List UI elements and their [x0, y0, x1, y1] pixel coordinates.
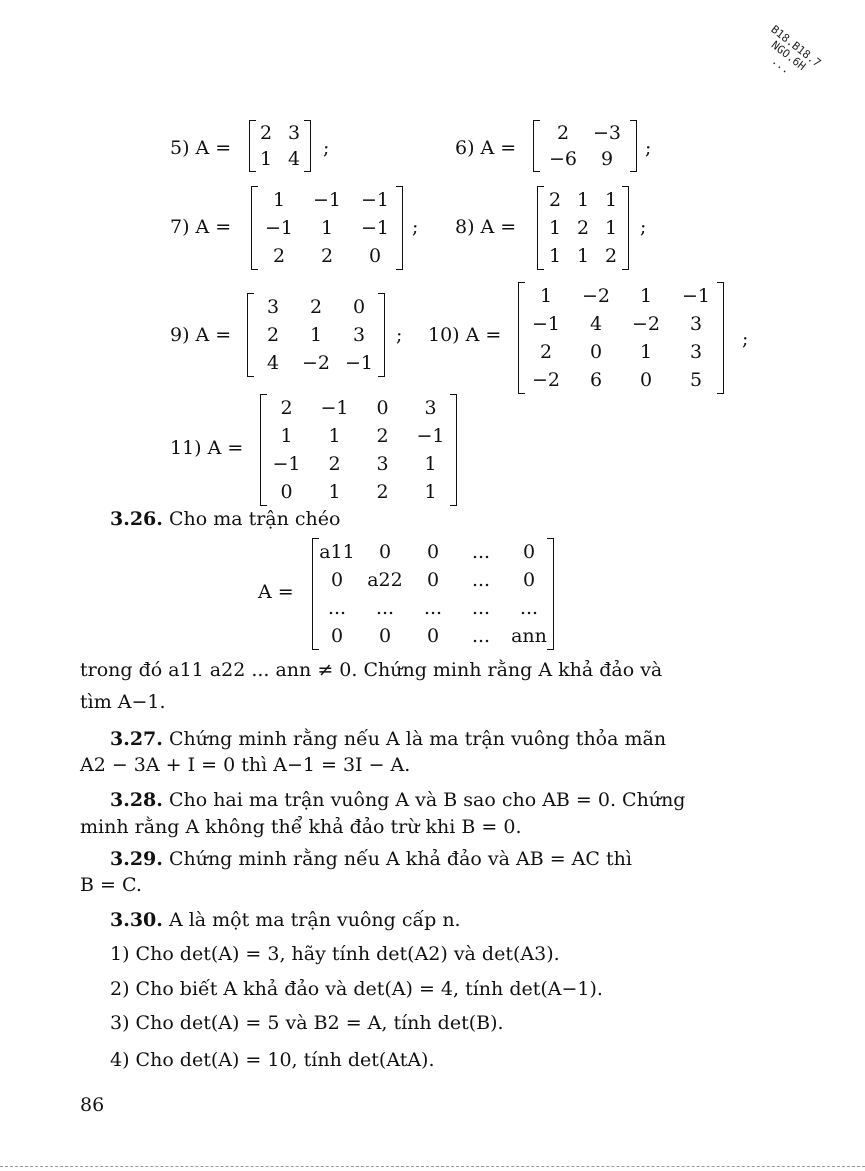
matrix-cell: 3 [287, 122, 301, 144]
matrix-cell: −1 [360, 217, 389, 239]
problem-3-26-line1: trong đó a11 a22 ... ann ≠ 0. Chứng minh rằng A khả đảo và [80, 659, 663, 681]
problem-3-28-line1: 3.28. Cho hai ma trận vuông A và B sao cho AB = 0. Chứng [110, 789, 686, 811]
matrix-cell: 4 [287, 148, 301, 170]
matrix-cell: 0 [330, 625, 344, 647]
matrix-cell: 2 [576, 217, 590, 239]
matrix-cell: ... [471, 625, 491, 647]
matrix-cell: 0 [378, 541, 392, 563]
matrix-cell: 1 [424, 481, 437, 503]
matrix-cell: 6 [589, 369, 603, 391]
matrix-cell: −3 [592, 122, 621, 144]
matrix-cell: −6 [548, 148, 577, 170]
matrix-cell: 1 [320, 217, 334, 239]
label-10: 10) A = [428, 324, 502, 346]
label-9: 9) A = [170, 324, 232, 346]
matrix-cell: 0 [330, 569, 344, 591]
matrix-cell: 2 [280, 397, 293, 419]
library-stamp: B18.B18.7 NGO.6H ... [768, 22, 824, 77]
matrix-cell: 3 [424, 397, 437, 419]
matrix-cell: −1 [531, 313, 560, 335]
matrix-cell: ... [519, 597, 539, 619]
matrix-cell: 3 [266, 296, 280, 318]
matrix-cell: 0 [378, 625, 392, 647]
matrix-cell: 2 [259, 122, 273, 144]
problem-3-26-line2: tìm A−1. [80, 691, 166, 713]
matrix-cell: 2 [539, 341, 553, 363]
sep-7: ; [412, 216, 419, 238]
bracket-left [533, 120, 540, 172]
sep-8: ; [640, 216, 647, 238]
matrix-cell: 4 [266, 352, 280, 374]
matrix-cell: 1 [280, 425, 293, 447]
matrix-cell: −1 [312, 189, 341, 211]
matrix-cell: ann [511, 625, 547, 647]
matrix-cell: 1 [424, 453, 437, 475]
label-8: 8) A = [455, 216, 517, 238]
bracket-left [251, 186, 258, 270]
problem-3-29-line2: B = C. [80, 874, 142, 896]
matrix-cell: 1 [639, 285, 653, 307]
matrix-cell: 5 [689, 369, 703, 391]
matrix-cell: 0 [426, 569, 440, 591]
bracket-left [518, 282, 525, 394]
matrix-cell: −1 [320, 397, 349, 419]
matrix-cell: 1 [576, 245, 590, 267]
matrix-cell: 3 [689, 313, 703, 335]
matrix-7 [251, 186, 403, 270]
problem-3-27-line2: A2 − 3A + I = 0 thì A−1 = 3I − A. [80, 754, 411, 776]
matrix-cell: ... [471, 569, 491, 591]
matrix-cell: 3 [376, 453, 389, 475]
matrix-5 [249, 120, 311, 172]
matrix-cell: 1 [539, 285, 553, 307]
label-11: 11) A = [170, 437, 244, 459]
matrix-cell: 2 [376, 425, 389, 447]
label-5: 5) A = [170, 137, 232, 159]
matrix-cell: 2 [266, 324, 280, 346]
matrix-cell: 3 [689, 341, 703, 363]
label-7: 7) A = [170, 216, 232, 238]
problem-3-26-intro: 3.26. Cho ma trận chéo [110, 508, 341, 530]
page-number: 86 [80, 1094, 105, 1116]
matrix-cell: 0 [426, 625, 440, 647]
matrix-cell: −2 [301, 352, 330, 374]
matrix-cell: 1 [259, 148, 273, 170]
matrix-cell: 2 [320, 245, 334, 267]
matrix-cell: 2 [376, 481, 389, 503]
matrix-cell: 2 [556, 122, 570, 144]
matrix-cell: 2 [328, 453, 341, 475]
matrix-cell: 1 [604, 217, 618, 239]
matrix-cell: 0 [368, 245, 382, 267]
matrix-cell: ... [471, 541, 491, 563]
matrix-cell: 9 [600, 148, 614, 170]
matrix-cell: −1 [272, 453, 301, 475]
matrix-cell: −1 [681, 285, 710, 307]
matrix-10 [518, 282, 724, 394]
matrix-cell: 2 [604, 245, 618, 267]
problem-3-28-line2: minh rằng A không thể khả đảo trừ khi B = 0. [80, 816, 522, 838]
sep-6: ; [645, 137, 652, 159]
matrix-11 [260, 394, 457, 506]
matrix-cell: 0 [522, 569, 536, 591]
problem-3-30-item-4: 4) Cho det(A) = 10, tính det(AtA). [110, 1049, 435, 1071]
sep-10: ; [742, 328, 749, 350]
bracket-right [378, 293, 385, 377]
matrix-cell: −2 [581, 285, 610, 307]
matrix-cell: 1 [548, 245, 562, 267]
problem-3-30-item-2: 2) Cho biết A khả đảo và det(A) = 4, tính det(A−1). [110, 978, 603, 1000]
matrix-cell: ... [375, 597, 395, 619]
matrix-9 [247, 293, 385, 377]
matrix-cell: ... [327, 597, 347, 619]
bracket-right [396, 186, 403, 270]
matrix-cell: 0 [352, 296, 366, 318]
matrix-cell: 2 [272, 245, 286, 267]
matrix-8 [537, 186, 629, 270]
matrix-cell: 3 [352, 324, 366, 346]
label-6: 6) A = [455, 137, 517, 159]
matrix-cell: 1 [328, 481, 341, 503]
matrix-cell: 1 [639, 341, 653, 363]
matrix-cell: 1 [548, 217, 562, 239]
matrix-6 [533, 120, 637, 172]
matrix-cell: 2 [548, 189, 562, 211]
problem-3-27-line1: 3.27. Chứng minh rằng nếu A là ma trận vuông thỏa mãn [110, 728, 667, 750]
matrix-cell: −1 [360, 189, 389, 211]
matrix-cell: 1 [309, 324, 323, 346]
bracket-right [450, 394, 457, 506]
matrix-cell: −1 [416, 425, 445, 447]
problem-3-30-item-1: 1) Cho det(A) = 3, hãy tính det(A2) và det(A3). [110, 943, 560, 965]
matrix-cell: 0 [522, 541, 536, 563]
matrix-cell: 0 [376, 397, 389, 419]
matrix-cell: 1 [604, 189, 618, 211]
diag-label: A = [258, 581, 294, 603]
problem-3-29-line1: 3.29. Chứng minh rằng nếu A khả đảo và AB = AC thì [110, 848, 632, 870]
matrix-cell: −2 [531, 369, 560, 391]
matrix-cell: 2 [309, 296, 323, 318]
matrix-cell: 0 [639, 369, 653, 391]
problem-3-30-item-3: 3) Cho det(A) = 5 và B2 = A, tính det(B). [110, 1012, 504, 1034]
problem-3-30-intro: 3.30. A là một ma trận vuông cấp n. [110, 909, 461, 931]
matrix-cell: 0 [589, 341, 603, 363]
matrix-cell: −2 [631, 313, 660, 335]
sep-9: ; [396, 324, 403, 346]
diagonal-matrix [312, 538, 554, 650]
matrix-cell: −1 [264, 217, 293, 239]
bracket-right [630, 120, 637, 172]
matrix-cell: 4 [589, 313, 603, 335]
matrix-cell: a11 [319, 541, 355, 563]
matrix-cell: a22 [367, 569, 403, 591]
matrix-cell: 1 [328, 425, 341, 447]
matrix-cell: 1 [272, 189, 286, 211]
matrix-cell: 1 [576, 189, 590, 211]
matrix-cell: ... [471, 597, 491, 619]
sep-5: ; [323, 137, 330, 159]
bracket-right [717, 282, 724, 394]
matrix-cell: 0 [280, 481, 293, 503]
matrix-cell: 0 [426, 541, 440, 563]
bottom-rule [0, 1166, 865, 1167]
matrix-cell: ... [423, 597, 443, 619]
matrix-cell: −1 [344, 352, 373, 374]
